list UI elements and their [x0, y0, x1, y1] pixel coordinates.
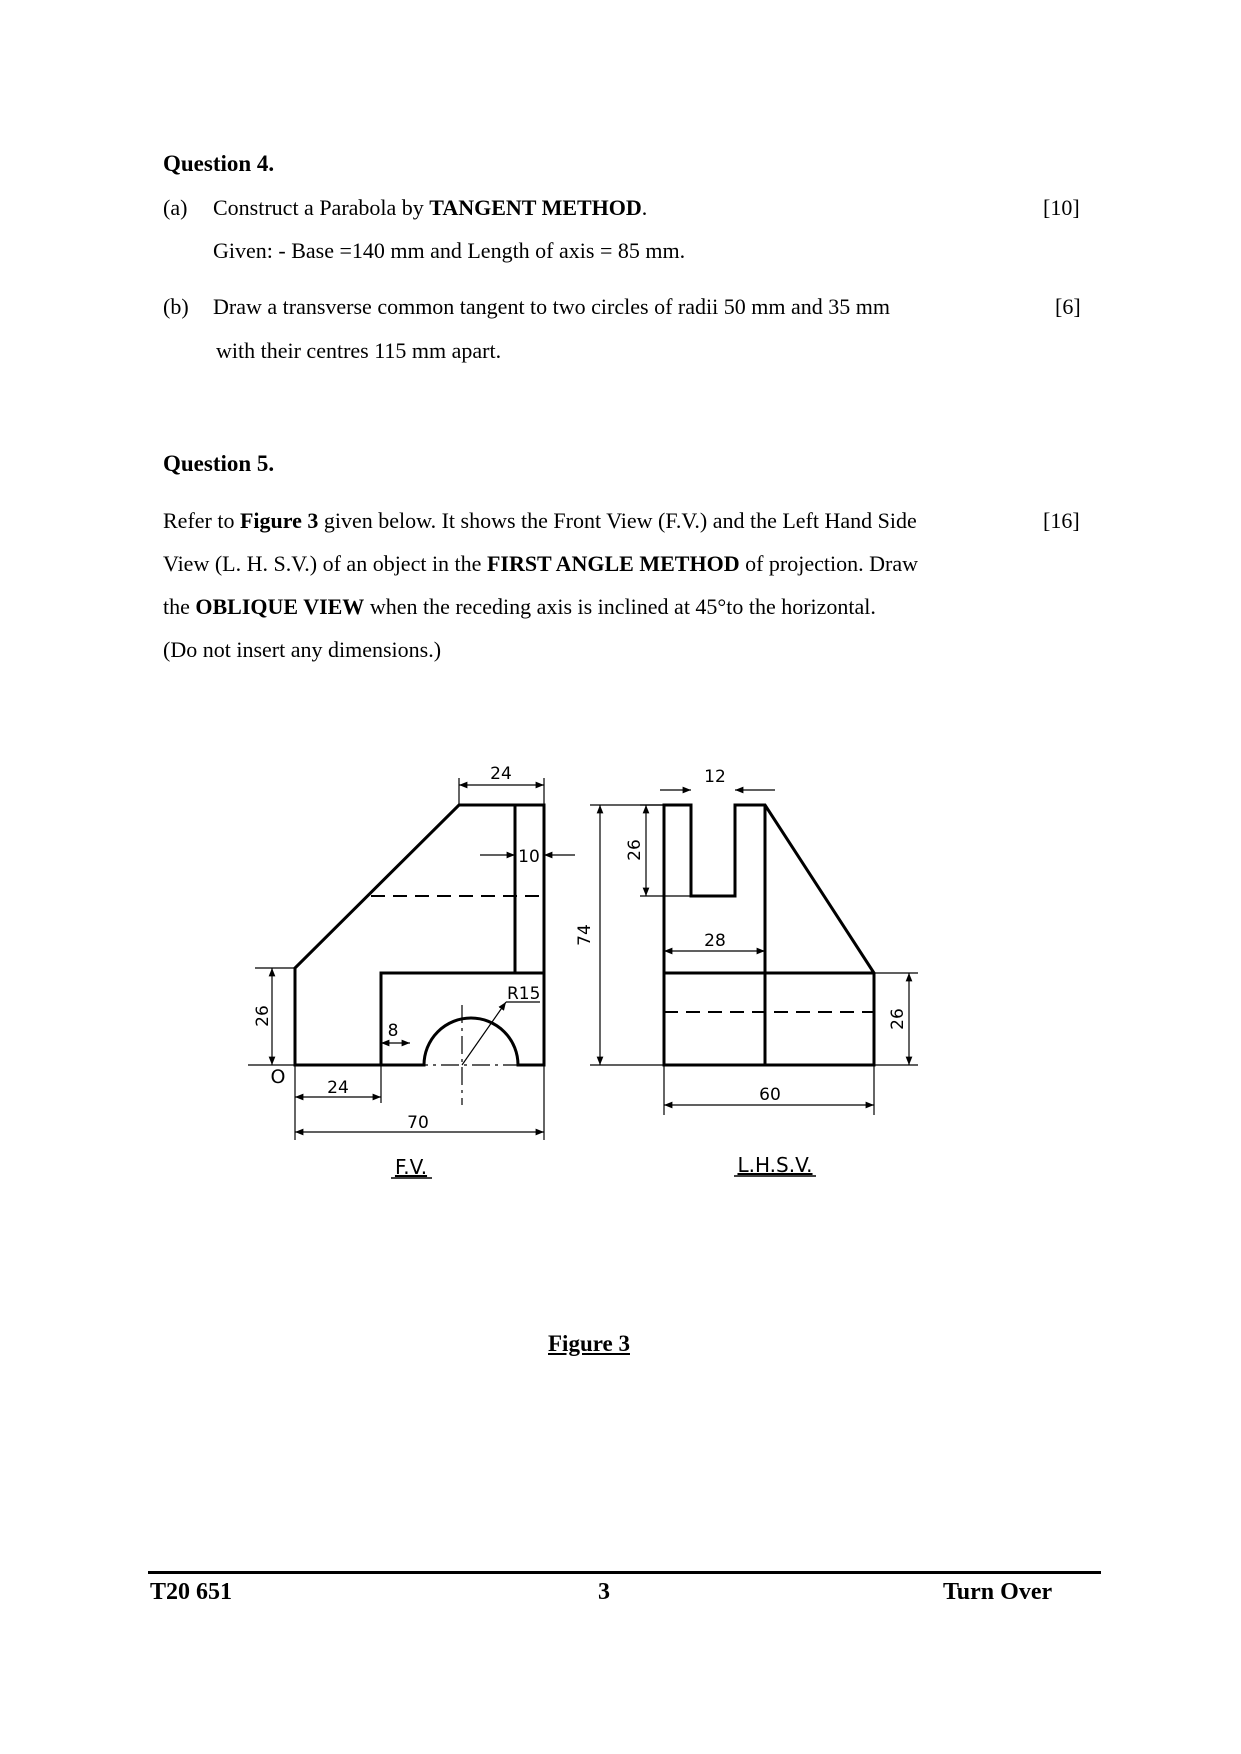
- q5-line2-pre: View (L. H. S.V.) of an object in the: [163, 551, 487, 576]
- fv-title: F.V.: [394, 1155, 428, 1179]
- fv-origin-label: O: [270, 1066, 286, 1088]
- q4b-line1: Draw a transverse common tangent to two circles of radii 50 mm and 35 mm: [213, 294, 890, 319]
- footer-code: T20 651: [150, 1579, 233, 1605]
- q4b-marks: [6]: [1055, 294, 1081, 319]
- q5-line3-pre: the: [163, 594, 196, 619]
- lhsv-dim-height-label: 74: [575, 924, 595, 946]
- footer-turn-over: Turn Over: [943, 1579, 1053, 1605]
- q5-marks: [16]: [1043, 508, 1080, 533]
- lhsv-title: L.H.S.V.: [737, 1153, 813, 1177]
- fv-dim-base-label: 24: [327, 1078, 349, 1098]
- fv-dim-total-label: 70: [407, 1113, 429, 1133]
- q4b-label: (b): [163, 294, 189, 319]
- lhsv-dim-inner-label: 28: [704, 931, 726, 951]
- question-5-heading: Question 5.: [163, 451, 275, 476]
- fv-dim-top-label: 24: [490, 764, 512, 784]
- lhsv-dim-slot-label: 12: [704, 767, 726, 787]
- footer-page-number: 3: [598, 1579, 610, 1605]
- q5-line3-bold: OBLIQUE VIEW: [195, 594, 365, 619]
- q4a-marks: [10]: [1043, 195, 1080, 220]
- q4a-line1-pre: Construct a Parabola by: [213, 195, 430, 220]
- lhsv-dim-base-height-label: 26: [888, 1008, 908, 1030]
- question-4-heading: Question 4.: [163, 151, 275, 176]
- q5-line2-post: of projection. Draw: [739, 551, 918, 576]
- lhsv-dim-slot-depth-label: 26: [625, 839, 645, 861]
- fv-dim-slot-label: 8: [387, 1021, 399, 1041]
- q5-line2-bold: FIRST ANGLE METHOD: [486, 551, 740, 576]
- q5-line1-pre: Refer to: [163, 508, 240, 533]
- front-view: [248, 778, 575, 1140]
- fv-dim-height-label: 26: [253, 1005, 273, 1027]
- lhsv-view: [590, 790, 918, 1115]
- q5-line4: (Do not insert any dimensions.): [163, 637, 442, 662]
- fv-radius-label: R15: [507, 984, 541, 1004]
- q4a-line1-bold: TANGENT METHOD: [429, 195, 642, 220]
- fv-dim-wall-label: 10: [518, 847, 540, 867]
- lhsv-outline: [664, 805, 874, 1065]
- q5-line3-post: when the receding axis is inclined at 45°to the horizontal.: [364, 594, 876, 619]
- fv-radius-leader: [462, 1002, 506, 1065]
- fv-outline: [295, 805, 544, 1065]
- figure-caption: Figure 3: [548, 1331, 630, 1356]
- lhsv-dim-total-label: 60: [759, 1085, 781, 1105]
- q4a-line2: Given: - Base =140 mm and Length of axis = 85 mm.: [213, 238, 686, 263]
- footer-rule: [148, 1571, 1101, 1574]
- q5-line1-bold: Figure 3: [239, 508, 319, 533]
- q4a-line1-post: .: [641, 195, 648, 220]
- q4a-label: (a): [163, 195, 188, 220]
- q5-line1-post: given below. It shows the Front View (F.V.) and the Left Hand Side: [318, 508, 917, 533]
- q4b-line2: with their centres 115 mm apart.: [216, 338, 502, 363]
